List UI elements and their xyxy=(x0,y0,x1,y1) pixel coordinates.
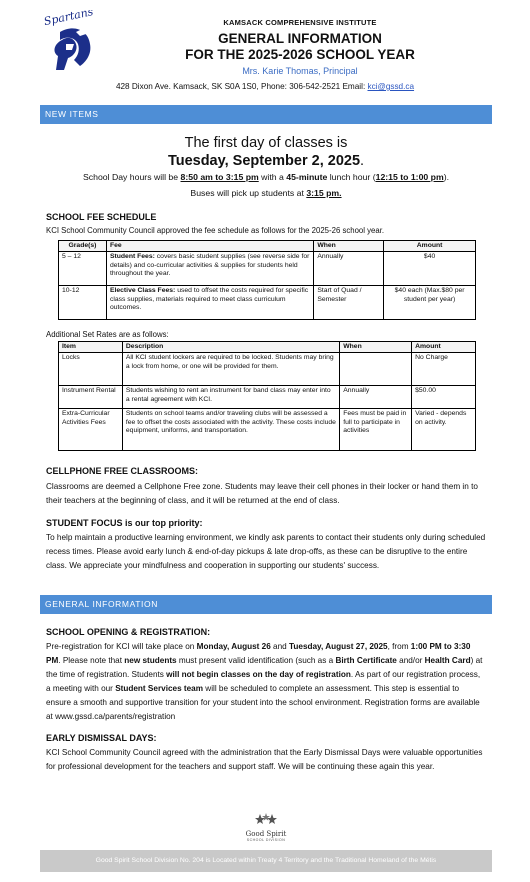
table-row xyxy=(59,353,476,386)
col-amount: Amount xyxy=(412,342,476,353)
cell-grade: 5 – 12 xyxy=(59,252,107,286)
fee-schedule-intro: KCI School Community Council approved the fee schedule as follows for the 2025-26 school year. xyxy=(46,226,385,235)
additional-rates-table xyxy=(58,341,476,451)
cell-when: Start of Quad / Semester xyxy=(314,286,384,320)
first-day-line: The first day of classes is xyxy=(184,135,348,151)
cell-amount: $40 each (Max.$80 per student per year) xyxy=(384,286,476,320)
first-day-period: . xyxy=(360,153,365,169)
cell-amount: No Charge xyxy=(412,353,476,386)
cell-when: Fees must be paid in full to participate in activities xyxy=(340,409,412,451)
general-information-bar: GENERAL INFORMATION xyxy=(40,595,492,614)
svg-text:Spartans: Spartans xyxy=(42,10,95,29)
footer-land-acknowledgement: Good Spirit School Division No. 204 is Located within Treaty 4 Territory and the Traditional Homeland of the Métis xyxy=(40,850,492,872)
cell-amount: Varied - depends on activity. xyxy=(412,409,476,451)
cell-item: Locks xyxy=(59,353,123,386)
principal-name: Mrs. Karie Thomas, Principal xyxy=(242,66,358,76)
student-focus-text: To help maintain a productive learning environment, we kindly ask parents to contact their students only during scheduled recess times. Please avoid early lunch & end-of-day pickups & late drop-offs, as these can be disruptive to the entire class. We appreciate your mindfulness and cooperation in supporting our students' success. xyxy=(46,533,486,570)
cellphone-text: Classrooms are deemed a Cellphone Free zone. Students may leave their cell phones in their locker or hand them in to their teachers at the beginning of class, and it will be returned at the end of class. xyxy=(46,482,478,505)
footer-logo-name: Good Spirit xyxy=(245,830,287,838)
spartans-logo xyxy=(40,10,102,76)
student-focus-heading: STUDENT FOCUS is our top priority: xyxy=(46,518,203,528)
cell-when xyxy=(340,353,412,386)
cellphone-heading: CELLPHONE FREE CLASSROOMS: xyxy=(46,466,199,476)
bus-pickup: Buses will pick up students at 3:15 pm. xyxy=(190,188,342,198)
cell-item: Instrument Rental xyxy=(59,386,123,409)
school-hours: School Day hours will be 8:50 am to 3:15 pm with a 45-minute lunch hour (12:15 to 1:00 pm). xyxy=(82,172,450,182)
footer-logo-sub: SCHOOL DIVISION xyxy=(246,838,286,842)
col-item: Item xyxy=(59,342,123,353)
table-row xyxy=(59,252,476,286)
address-text: 428 Dixon Ave. Kamsack, SK S0A 1S0, Phone: 306-542-2521 Email: xyxy=(115,82,368,91)
cell-fee: Elective Class Fees: used to offset the costs required for specific class supplies, materials required to meet class curriculum outcomes. xyxy=(106,286,313,320)
additional-rates-intro: Additional Set Rates are as follows: xyxy=(46,330,169,339)
col-fee: Fee xyxy=(106,241,313,252)
opening-heading: SCHOOL OPENING & REGISTRATION: xyxy=(46,627,211,637)
table-row xyxy=(59,409,476,451)
cell-description: Students on school teams and/or traveling clubs will be assessed a fee to offset the costs associated with the activity. These costs include equipment, uniforms, and transportation. xyxy=(122,409,339,451)
address-line xyxy=(0,82,530,91)
dismissal-heading: EARLY DISMISSAL DAYS: xyxy=(46,733,157,743)
cell-when: Annually xyxy=(314,252,384,286)
cell-description: All KCI student lockers are required to be locked. Students may bring a lock from home, or one will be provided for them. xyxy=(122,353,339,386)
first-day-date xyxy=(40,153,492,169)
first-day-date-text: Tuesday, September 2, 2025 xyxy=(167,153,361,169)
cell-amount: $40 xyxy=(384,252,476,286)
col-grade: Grade(s) xyxy=(59,241,107,252)
good-spirit-logo xyxy=(236,812,296,840)
col-description: Description xyxy=(122,342,339,353)
cell-grade: 10-12 xyxy=(59,286,107,320)
opening-text: Pre-registration for KCI will take place on Monday, August 26 and Tuesday, August 27, 2025, from 1:00 PM to 3:30 PM. Please note that new students must present valid identification (such as a Birth Certificate and/or Health Card) at the time of registration. Students will not begin classes on the day of registration. As part of our registration process, a meeting with our Student Services team will be scheduled to complete an assessment. This step is essential to ensure a smooth and supportive transition for your student into the school environment. Registration forms are available at www.gssd.ca/parents/registration xyxy=(46,642,483,721)
col-when: When xyxy=(314,241,384,252)
dismissal-text: KCI School Community Council agreed with the administration that the Early Dismissal Days were valuable opportunities for professional development for the teachers and support staff. We will be continuing these again this year. xyxy=(46,748,483,771)
rates-table-header xyxy=(59,342,476,353)
col-when: When xyxy=(340,342,412,353)
col-amount: Amount xyxy=(384,241,476,252)
cell-when: Annually xyxy=(340,386,412,409)
cell-amount: $50.00 xyxy=(412,386,476,409)
table-row xyxy=(59,386,476,409)
new-items-bar: NEW ITEMS xyxy=(40,105,492,124)
document-subtitle: FOR THE 2025-2026 SCHOOL YEAR xyxy=(185,47,415,62)
document-title: GENERAL INFORMATION xyxy=(218,31,382,46)
fee-schedule-heading: SCHOOL FEE SCHEDULE xyxy=(46,212,157,222)
stars-icon xyxy=(251,813,281,825)
fee-table-header xyxy=(59,241,476,252)
cell-description: Students wishing to rent an instrument for band class may enter into a rental agreement with KCI. xyxy=(122,386,339,409)
school-name: KAMSACK COMPREHENSIVE INSTITUTE xyxy=(223,18,377,27)
cell-item: Extra-Curricular Activities Fees xyxy=(59,409,123,451)
table-row xyxy=(59,286,476,320)
fee-table xyxy=(58,240,476,320)
email-link[interactable]: kci@gssd.ca xyxy=(367,82,415,91)
cell-fee: Student Fees: covers basic student supplies (see reverse side for details) and co-curricular activities & supplies for students held throughout the year. xyxy=(106,252,313,286)
